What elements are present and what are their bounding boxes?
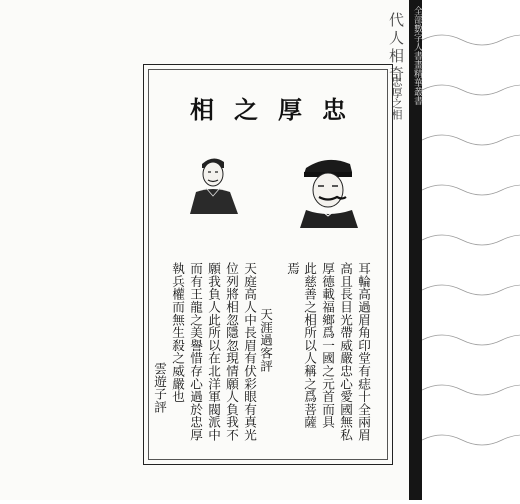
title-char-3: 厚: [278, 95, 302, 124]
main-text-column-3: 厚德載福鄉爲一國之元首而具: [320, 262, 335, 429]
page-title: [150, 90, 386, 124]
commentary-header: 天涯過客評: [258, 308, 273, 372]
main-text-column-2: 高且長目光帶威嚴忠心愛國無私: [338, 262, 353, 442]
title-char-1: 相: [190, 95, 214, 124]
main-text-column-5: 焉: [285, 262, 300, 275]
main-text-column-1: 耳輪高過眉角印堂有痣十全兩眉: [356, 262, 371, 442]
signature: 雲遊子評: [152, 362, 167, 414]
wave-pattern-margin: [422, 0, 520, 500]
title-char-2: 之: [234, 95, 258, 124]
commentary-column-3: 願我負人此所以在北洋軍閥派中: [206, 262, 221, 442]
main-text-column-4: 此慈善之相所以人稱之爲菩薩: [302, 262, 317, 429]
commentary-column-4: 而有王龍之美譽惜存心過於忠厚: [188, 262, 203, 442]
commentary-column-1: 天庭高人中長眉有伏彩眼有真光: [242, 262, 257, 442]
portrait-civilian: [186, 152, 242, 218]
side-label: 忠厚之相: [390, 76, 403, 120]
commentary-column-2: 位列將相忽隱忽現情願人負我不: [224, 262, 239, 442]
spine-text: 全部數字人書畫精華叢書: [412, 6, 422, 105]
side-top-title: 代人相奇: [387, 12, 405, 84]
title-char-4: 忠: [322, 95, 346, 124]
commentary-column-5: 執兵權而無生殺之威嚴也: [170, 262, 185, 403]
portrait-military-officer: [292, 150, 362, 232]
